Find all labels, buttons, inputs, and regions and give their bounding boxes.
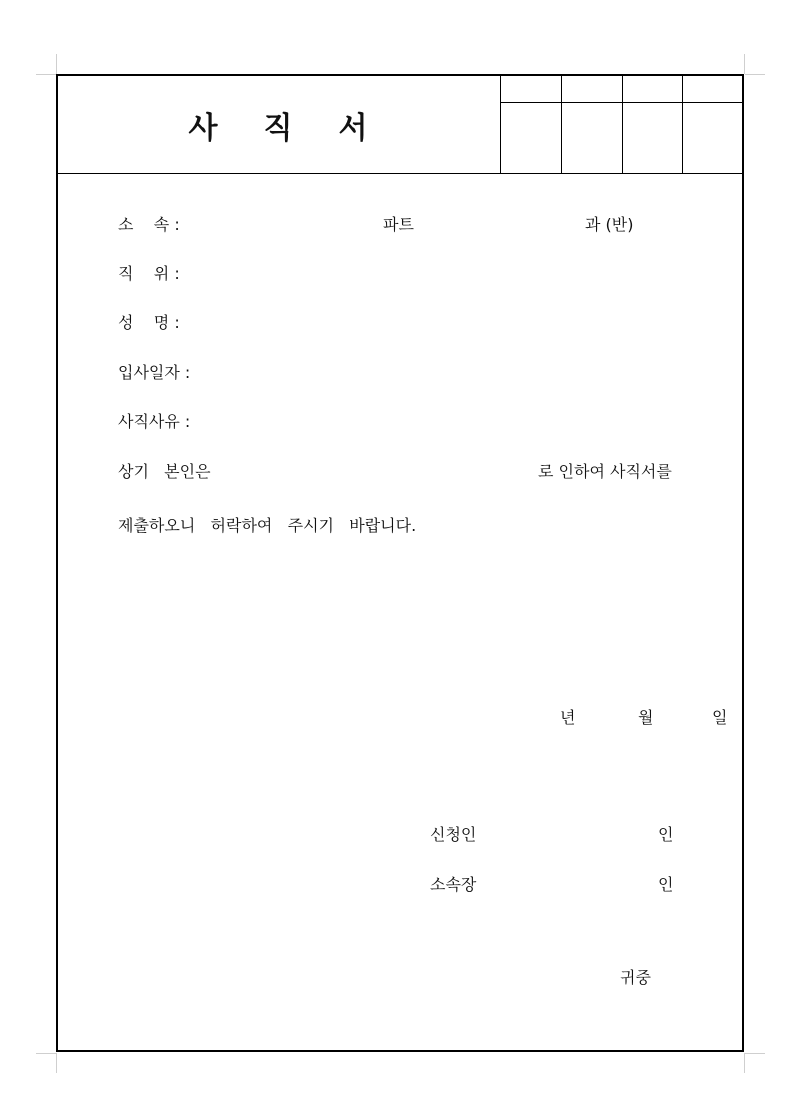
affiliation-label: 소 속 : <box>118 215 180 234</box>
statement-line1-prefix: 상기 본인은 <box>118 462 211 481</box>
title-char: 사 <box>188 110 220 146</box>
join-date-label: 입사일자 : <box>118 363 191 382</box>
approval-cell[interactable] <box>683 76 743 173</box>
approval-cell[interactable] <box>562 76 623 173</box>
applicant-label: 신청인 <box>430 825 477 844</box>
crop-mark <box>36 74 56 75</box>
title-char: 직 <box>263 110 295 146</box>
crop-mark <box>744 1053 745 1073</box>
manager-seal: 인 <box>658 875 674 894</box>
crop-mark <box>745 74 765 75</box>
part-label: 파트 <box>383 215 414 234</box>
date-month: 월 <box>638 708 654 727</box>
crop-mark <box>745 1053 765 1054</box>
date-day: 일 <box>712 708 728 727</box>
name-label: 성 명 : <box>118 313 180 332</box>
reason-label: 사직사유 : <box>118 412 191 431</box>
date-year: 년 <box>560 708 576 727</box>
crop-mark <box>56 54 57 74</box>
approval-cell[interactable] <box>623 76 684 173</box>
approval-boxes <box>500 76 743 173</box>
statement-line2: 제출하오니 허락하여 주시기 바랍니다. <box>118 516 417 535</box>
approval-cell[interactable] <box>501 76 562 173</box>
title-char: 서 <box>338 110 370 146</box>
position-label: 직 위 : <box>118 264 180 283</box>
statement-line1-suffix: 로 인하여 사직서를 <box>538 462 672 481</box>
addressee: 귀중 <box>620 968 651 987</box>
crop-mark <box>744 54 745 74</box>
manager-label: 소속장 <box>430 875 477 894</box>
dept-label: 과 (반) <box>585 215 634 234</box>
document-header <box>58 76 742 174</box>
document-title <box>58 76 500 173</box>
document-frame <box>56 74 744 1052</box>
crop-mark <box>36 1053 56 1054</box>
crop-mark <box>56 1053 57 1073</box>
applicant-seal: 인 <box>658 825 674 844</box>
